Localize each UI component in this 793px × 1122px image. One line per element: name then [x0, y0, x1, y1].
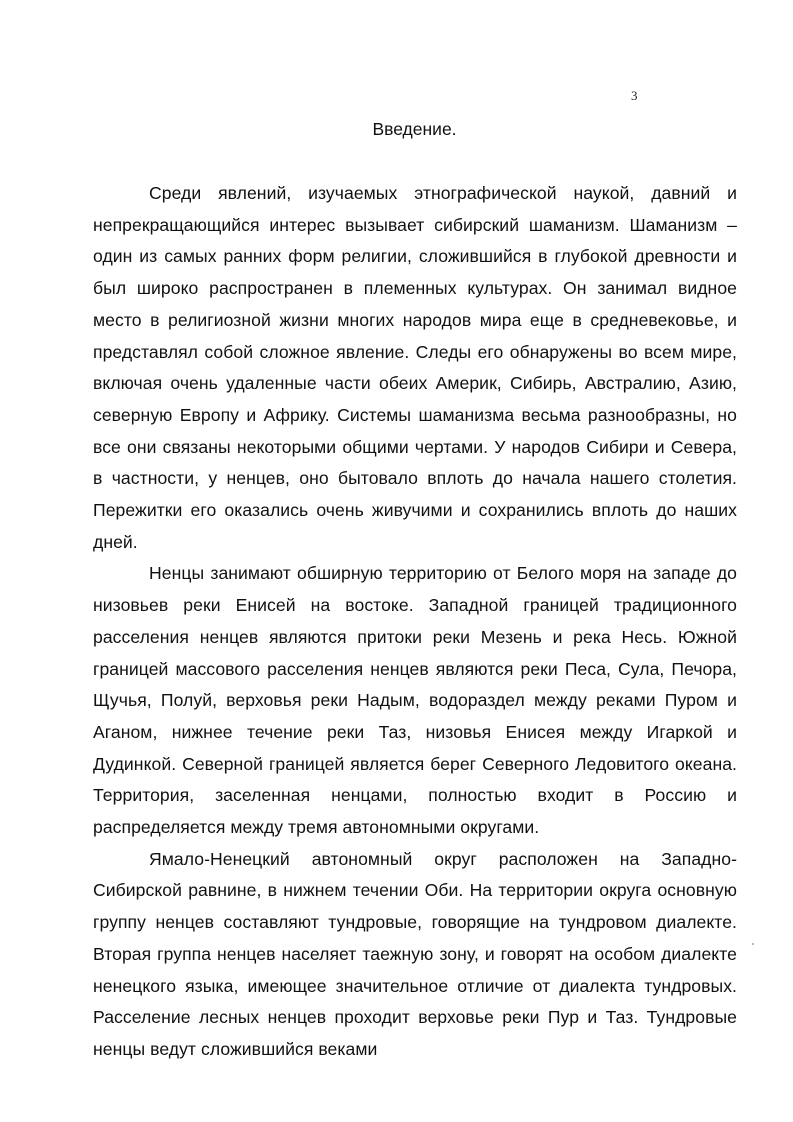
page-title: Введение. [372, 119, 457, 139]
scan-speck [752, 943, 754, 945]
body-text [93, 178, 737, 1066]
page-number: 3 [631, 88, 638, 103]
paragraph-1: Среди явлений, изучаемых этнографической наукой, давний и непрекращающийся интерес вызывает сибирский шаманизм. Шаманизм – один из самых ранних форм религии, сложившийся в глубокой древности и был широко распространен в племенных культурах. Он занимал видное место в религиозной жизни многих народов мира еще в средневековье, и представлял собой сложное явление. Следы его обнаружены во всем мире, включая очень удаленные части обеих Америк, Сибирь, Австралию, Азию, северную Европу и Африку. Системы шаманизма весьма разнообразны, но все они связаны некоторыми общими чертами. У народов Сибири и Севера, в частности, у ненцев, оно бытовало вплоть до начала нашего столетия. Пережитки его оказались очень живучими и сохранились вплоть до наших дней. [93, 183, 737, 552]
paragraph-2: Ненцы занимают обширную территорию от Белого моря на западе до низовьев реки Енисей на востоке. Западной границей традиционного расселения ненцев являются притоки реки Мезень и река Несь. Южной границей массового расселения ненцев являются реки Песа, Сула, Печора, Щучья, Полуй, верховья реки Надым, водораздел между реками Пуром и Аганом, нижнее течение реки Таз, низовья Енисея между Игаркой и Дудинкой. Северной границей является берег Северного Ледовитого океана. Территория, заселенная ненцами, полностью входит в Россию и распределяется между тремя автономными округами. [93, 563, 737, 838]
paragraph-3: Ямало-Ненецкий автономный округ расположен на Западно-Сибирской равнине, в нижнем течении Оби. На территории округа основную группу ненцев составляют тундровые, говорящие на тундровом диалекте. Вторая группа ненцев населяет таежную зону, и говорят на особом диалекте ненецкого языка, имеющее значительное отличие от диалекта тундровых. Расселение лесных ненцев проходит верховье реки Пур и Таз. Тундровые ненцы ведут сложившийся веками [93, 848, 737, 1059]
